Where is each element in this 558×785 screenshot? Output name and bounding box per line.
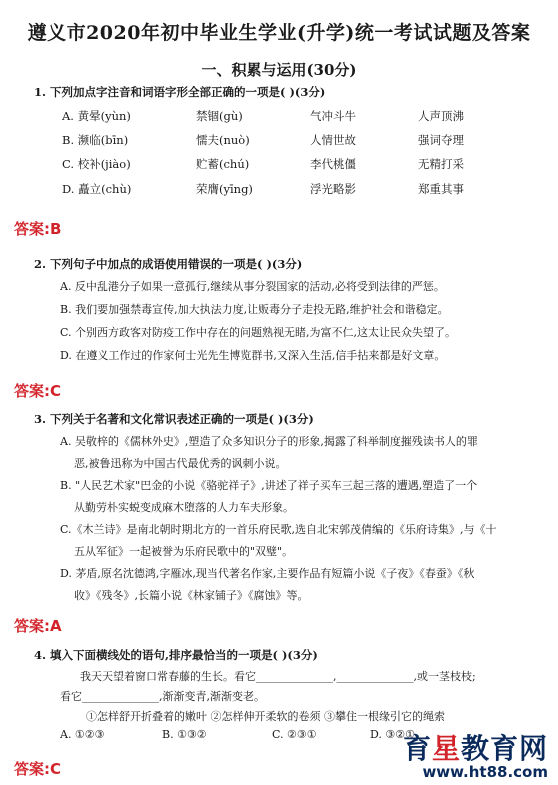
q1-option-d-word-1: D. 矗立(chù) [62, 182, 132, 196]
q1-option-b-word-2: 懦夫(nuò) [196, 133, 250, 147]
q4-option-d: D. ③②① [370, 728, 416, 741]
q3-option-d-cont: 收》《残冬》,长篇小说《林家铺子》《腐蚀》等。 [74, 589, 309, 602]
q1-option-a-word-3: 气冲斗牛 [310, 109, 356, 123]
q1-option-c-word-3: 李代桃僵 [310, 157, 356, 171]
q1-option-b-word-4: 强词夺理 [418, 133, 464, 147]
q1-option-b-word-3: 人情世故 [310, 133, 356, 147]
q4-passage-line-1: 我天天望着窗口常春藤的生长。看它______________,______________,或一茎枝枝; [80, 670, 476, 683]
q3-option-b-cont: 从勤劳朴实蜕变成麻木堕落的人力车夫形象。 [74, 501, 294, 514]
section-heading: 一、积累与运用(30分) [201, 61, 357, 79]
question-3-stem: 3. 下列关于名著和文化常识表述正确的一项是( )(3分) [34, 412, 314, 426]
question-1-stem: 1. 下列加点字注音和词语字形全部正确的一项是( )(3分) [34, 85, 326, 99]
watermark-url: www.ht88.com [422, 763, 548, 781]
q2-option-d: D. 在遵义工作过的作家何士光先生博览群书,又深入生活,信手拈来都是好文章。 [60, 349, 446, 362]
answer-3: 答案:A [14, 617, 62, 635]
answer-1: 答案:B [14, 220, 62, 238]
q3-option-c-cont: 五从军征》一起被誉为乐府民歌中的"双璧"。 [74, 545, 294, 558]
answer-4: 答案:C [14, 760, 62, 778]
q2-option-b: B. 我们要加强禁毒宣传,加大执法力度,让贩毒分子走投无路,维护社会和谐稳定。 [60, 303, 449, 316]
q4-sentence-choices: ①怎样舒开折叠着的嫩叶 ②怎样伸开柔软的卷须 ③攀住一根缘引它的绳索 [86, 710, 445, 723]
q2-option-a: A. 反中乱港分子如果一意孤行,继续从事分裂国家的活动,必将受到法律的严惩。 [60, 280, 445, 293]
q4-option-b: B. ①③② [162, 728, 207, 741]
page-title: 遵义市2020年初中毕业生学业(升学)统一考试试题及答案 [27, 22, 531, 44]
q1-option-c-word-2: 贮蓄(chú) [196, 157, 250, 171]
q4-option-c: C. ②③① [272, 728, 317, 741]
q1-option-a-word-1: A. 黄晕(yùn) [62, 109, 131, 123]
answer-2: 答案:C [14, 382, 62, 400]
q1-option-b-word-1: B. 濒临(bīn) [62, 133, 129, 147]
watermark-logo [403, 727, 548, 781]
q2-option-c: C. 个别西方政客对防疫工作中存在的问题熟视无睹,为富不仁,这太让民众失望了。 [60, 326, 457, 339]
q3-option-c: C.《木兰诗》是南北朝时期北方的一首乐府民歌,选自北宋郭茂倩编的《乐府诗集》,与《十 [60, 523, 497, 536]
q3-option-d: D. 茅盾,原名沈德鸿,字雁冰,现当代著名作家,主要作品有短篇小说《子夜》《春蚕》《秋 [60, 567, 475, 580]
q1-option-a-word-4: 人声顶沸 [418, 109, 464, 123]
q1-option-d-word-4: 郑重其事 [418, 182, 464, 196]
question-2-stem: 2. 下列句子中加点的成语使用错误的一项是( )(3分) [34, 257, 303, 271]
q1-option-d-word-3: 浮光略影 [310, 182, 356, 196]
q1-option-c-word-1: C. 校补(jiào) [62, 157, 131, 171]
q3-option-a-cont: 恶,被鲁迅称为中国古代最优秀的讽刺小说。 [74, 457, 287, 470]
question-4-stem: 4. 填入下面横线处的语句,排序最恰当的一项是( )(3分) [34, 648, 318, 662]
q3-option-a: A. 吴敬梓的《儒林外史》,塑造了众多知识分子的形象,揭露了科举制度摧残读书人的罪 [60, 435, 478, 448]
q1-option-c-word-4: 无精打采 [418, 157, 464, 171]
q1-option-d-word-2: 荣膺(yīng) [196, 182, 253, 196]
q1-option-a-word-2: 禁锢(gù) [196, 109, 243, 123]
q4-option-a: A. ①②③ [60, 728, 105, 741]
q4-passage-line-2: 看它______________,渐渐变青,渐渐变老。 [60, 690, 265, 703]
watermark-logo-text: 育星教育网 [402, 732, 548, 765]
q3-option-b: B. "人民艺术家"巴金的小说《骆驼祥子》,讲述了祥子买车三起三落的遭遇,塑造了一个 [60, 479, 478, 492]
